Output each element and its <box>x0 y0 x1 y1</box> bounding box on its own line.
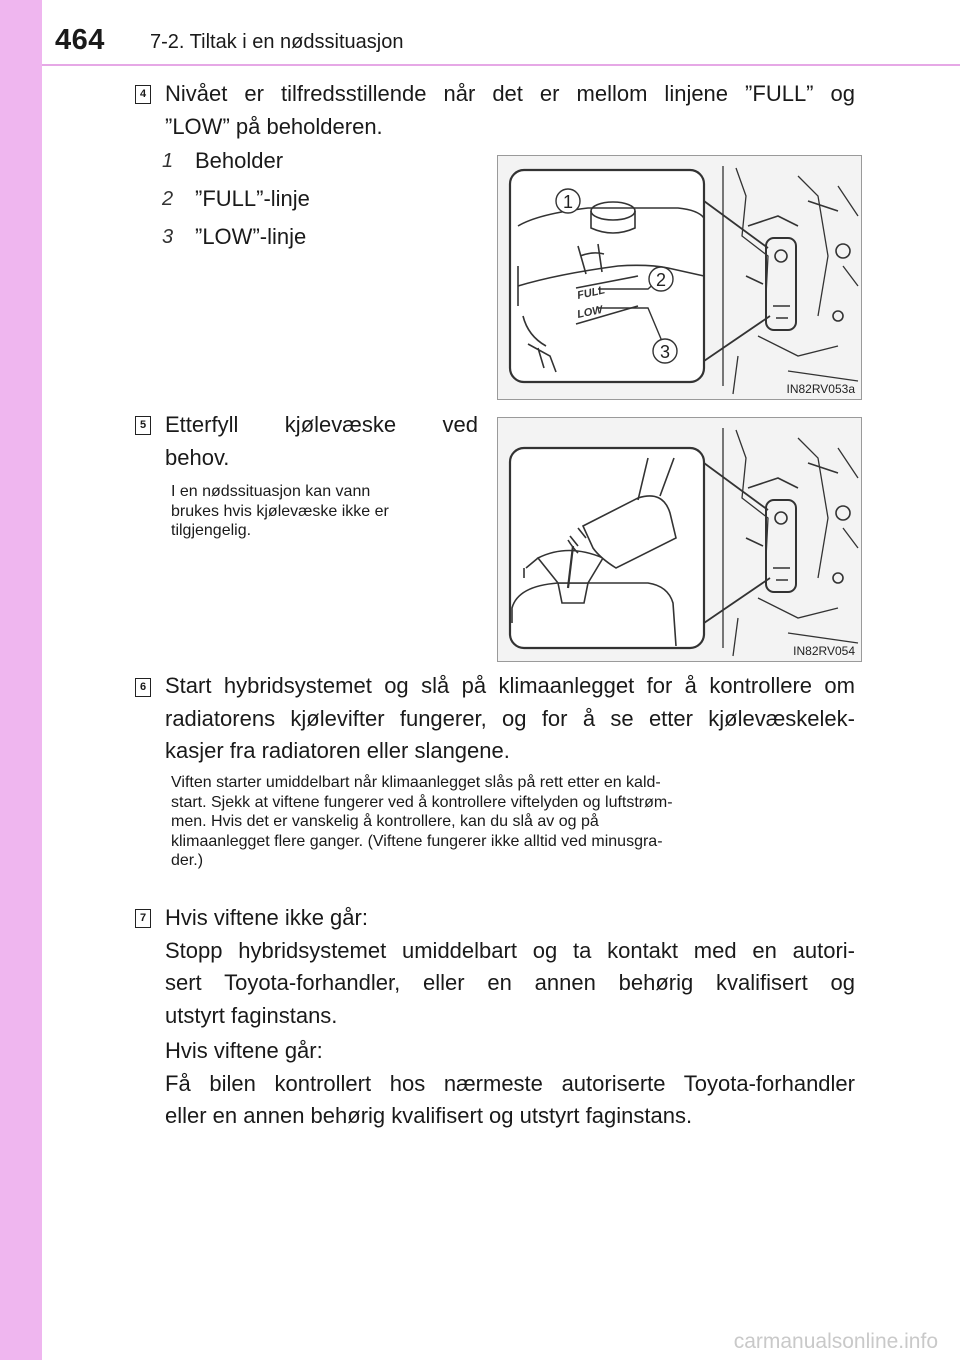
legend-number-3: 3 <box>162 226 174 248</box>
step-number-4: 4 <box>135 85 151 104</box>
step-6-line-3: kasjer fra radiatoren eller slangene. <box>165 738 510 763</box>
step-5-text <box>165 409 478 474</box>
legend-number-2: 2 <box>162 188 174 210</box>
legend-label-3: ”LOW”-linje <box>195 224 307 249</box>
step-5-note-line-1: I en nødssituasjon kan vann <box>171 483 371 500</box>
step-7-b-line-1: Hvis viftene går: <box>165 1038 323 1063</box>
legend-label-2: ”FULL”-linje <box>195 186 310 211</box>
step-7-text-a <box>165 902 855 1032</box>
step-6-line-2: radiatorens kjølevifter fungerer, og for å se etter kjølevæskelek- <box>165 705 855 731</box>
step-number-6: 6 <box>135 678 151 697</box>
section-title: 7-2. Tiltak i en nødssituasjon <box>150 31 404 53</box>
step-7-b-line-3: eller en annen behørig kvalifisert og utstyrt faginstans. <box>165 1103 693 1128</box>
legend-label-1: Beholder <box>195 148 284 173</box>
full-mark: FULL <box>576 284 607 302</box>
step-6-note-line-3: men. Hvis det er vanskelig å kontrollere, kan du slå av og på <box>171 813 599 830</box>
chapter-sidebar <box>0 0 42 1360</box>
callout-2: 2 <box>655 270 667 290</box>
step-6-text <box>165 670 855 768</box>
figure-code-1: IN82RV053a <box>786 382 855 396</box>
step-6-note-line-4: klimaanlegget flere ganger. (Viftene fungerer ikke alltid ved minusgra- <box>171 832 663 850</box>
figure-code-2: IN82RV054 <box>793 644 855 658</box>
step-number-5: 5 <box>135 416 151 435</box>
step-6-note-line-5: der.) <box>171 852 204 869</box>
callout-3: 3 <box>659 342 671 362</box>
page-number: 464 <box>55 24 105 56</box>
step-6-note-line-1: Viften starter umiddelbart når klimaanlegget slås på rett etter en kald- <box>171 774 661 791</box>
legend-number-1: 1 <box>162 150 174 172</box>
step-4-text <box>165 78 855 143</box>
step-7-a-line-1: Hvis viftene ikke går: <box>165 905 368 930</box>
reservoir-illustration <box>498 156 862 400</box>
step-7-b-line-2: Få bilen kontrollert hos nærmeste autoriserte Toyota-forhandler <box>165 1070 855 1096</box>
callout-1: 1 <box>562 192 574 212</box>
step-6-note-line-2: start. Sjekk at viftene fungerer ved å kontrollere viftelyden og luftstrøm- <box>171 793 673 811</box>
step-4-line-2: ”LOW” på beholderen. <box>165 113 383 139</box>
watermark-logo: carmanualsonline.info <box>733 1330 938 1353</box>
step-7-text-b <box>165 1035 855 1133</box>
step-5-line-2: behov. <box>165 444 230 470</box>
step-5-note <box>171 482 478 541</box>
step-6-line-1: Start hybridsystemet og slå på klimaanlegget for å kontrollere om <box>165 673 855 698</box>
step-number-7: 7 <box>135 909 151 928</box>
step-7-a-line-3: sert Toyota-forhandler, eller en annen behørig kvalifisert og <box>165 970 855 995</box>
step-6-note <box>171 773 855 871</box>
step-5-note-line-3: tilgjengelig. <box>171 522 252 539</box>
step-7-a-line-2: Stopp hybridsystemet umiddelbart og ta kontakt med en autori- <box>165 937 855 963</box>
refill-illustration <box>498 418 862 662</box>
figure-refill-coolant <box>497 417 862 662</box>
figure-coolant-reservoir <box>497 155 862 400</box>
step-5-line-1: Etterfyll kjølevæske ved <box>165 412 478 437</box>
step-4-line-1: Nivået er tilfredsstillende når det er mellom linjene ”FULL” og <box>165 81 855 106</box>
step-5-note-line-2: brukes hvis kjølevæske ikke er <box>171 502 389 520</box>
page-header <box>0 0 960 70</box>
header-rule <box>42 64 960 66</box>
step-7-a-line-4: utstyrt faginstans. <box>165 1002 338 1028</box>
low-mark: LOW <box>576 303 604 321</box>
